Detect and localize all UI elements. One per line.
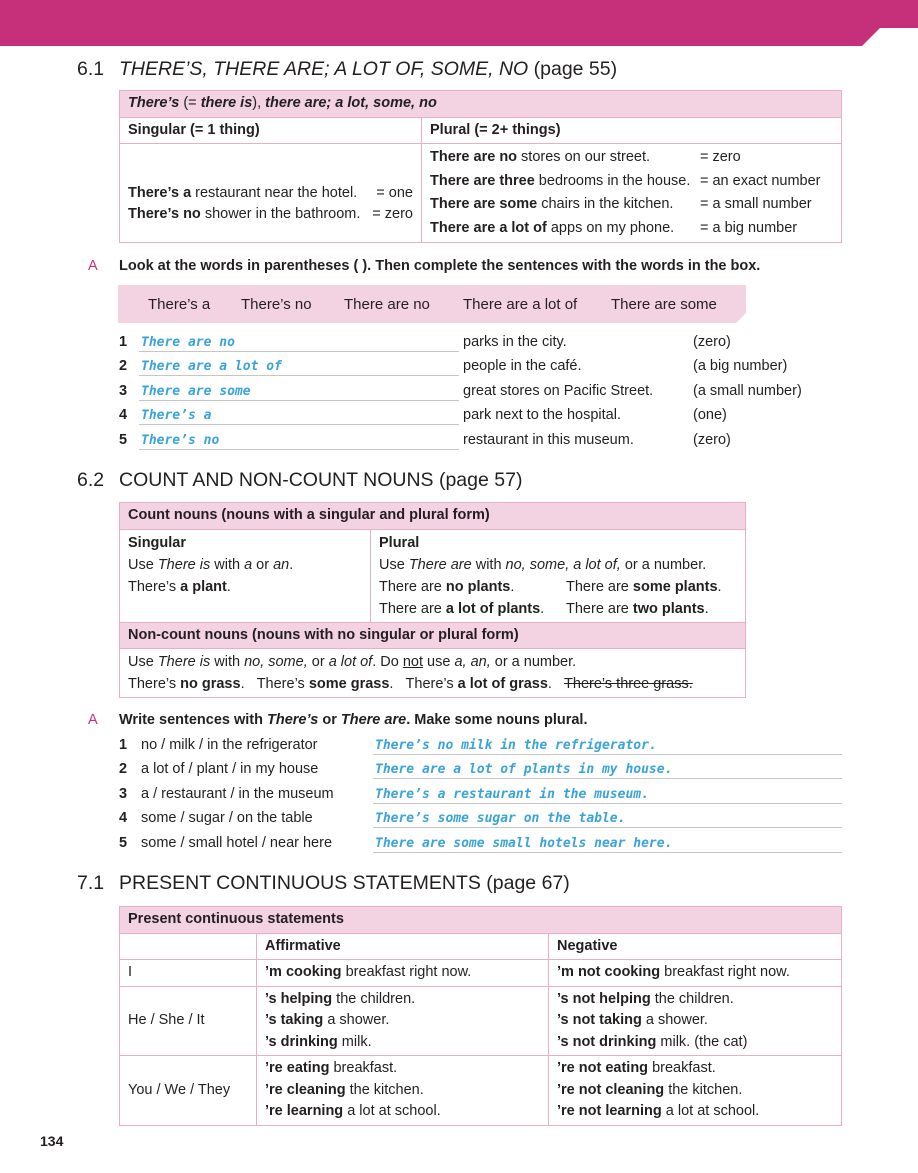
header-text: Non-count nouns (nouns with no singular or plural form) — [128, 626, 519, 643]
plural-example — [566, 576, 722, 598]
text-part: not — [402, 654, 424, 670]
section-number: 6.2 — [77, 469, 105, 491]
verb-rest: milk. (the cat) — [656, 1033, 748, 1050]
item-hint: (a big number) — [693, 358, 788, 374]
header-part: (= — [179, 95, 201, 111]
item-text: great stores on Pacific Street. — [463, 383, 654, 399]
negative-cell — [549, 960, 842, 987]
text-part: or — [318, 712, 341, 728]
text-part: There’s — [267, 712, 319, 728]
meaning: = an exact number — [700, 172, 821, 189]
verb-rest: the kitchen. — [664, 1081, 743, 1098]
text-part: or — [252, 556, 274, 573]
affirmative-cell — [257, 986, 549, 1056]
singular-row — [128, 204, 413, 226]
item-number: 1 — [119, 737, 128, 753]
phrase-text: restaurant near the hotel. — [191, 184, 358, 201]
item-number: 4 — [119, 810, 128, 826]
text-part: use — [423, 654, 455, 670]
header-part: there are; a lot, some, no — [265, 95, 437, 111]
text-part: . — [226, 578, 231, 595]
text-part: an — [273, 556, 290, 573]
text-part: Use — [128, 556, 158, 573]
banner-shape — [0, 0, 918, 46]
text-part: There’s — [256, 676, 309, 692]
verb-bold: ’s not drinking — [557, 1033, 657, 1050]
text-part: a — [244, 556, 253, 573]
header-part: There’s — [128, 95, 180, 111]
section-title: PRESENT CONTINUOUS STATEMENTS (page 67) — [119, 872, 570, 894]
word-box — [118, 285, 746, 323]
section-6-2-title — [77, 469, 522, 492]
list-item — [119, 334, 141, 350]
answer-text: There’s no milk in the refrigerator. — [375, 738, 657, 753]
section-title-page: (page 55) — [533, 58, 618, 80]
empty-cell — [120, 933, 257, 960]
text-part: with — [210, 654, 245, 670]
header-text: Count nouns (nouns with a singular and plural form) — [128, 507, 490, 523]
text-part: Use — [128, 654, 158, 670]
plural-row — [430, 217, 833, 241]
text-part: . — [540, 600, 545, 617]
noncount-line-1 — [128, 651, 737, 673]
verb-bold: ’re not eating — [557, 1060, 649, 1076]
item-prompt: some / sugar / on the table — [141, 810, 313, 826]
text-part: There’s — [405, 676, 458, 692]
subject-cell: I — [120, 960, 257, 987]
noncount-nouns-header — [120, 622, 746, 649]
verb-bold: ’re eating — [265, 1060, 330, 1076]
text-part: . Make some nouns plural. — [406, 712, 588, 728]
answer-line — [139, 424, 459, 425]
phrase-bold: There are some — [430, 196, 538, 212]
answer-line — [139, 375, 459, 376]
table-there-is-there-are — [119, 90, 842, 243]
item-number: 2 — [119, 761, 128, 777]
text-part: two plants — [632, 600, 705, 617]
list-item — [119, 786, 334, 802]
affirmative-cell — [257, 1056, 549, 1126]
meaning: = zero — [372, 206, 413, 222]
item-text: park next to the hospital. — [463, 407, 621, 423]
plural-example — [566, 598, 709, 620]
text-part: no, some, — [244, 654, 308, 670]
answer-text: There are some — [141, 384, 251, 399]
verb-rest: the children. — [650, 990, 734, 1007]
phrase-text: chairs in the kitchen. — [537, 196, 674, 212]
exercise-letter: A — [88, 258, 98, 274]
noncount-cell — [120, 649, 746, 698]
text-part: no plants — [445, 578, 511, 595]
plural-cell — [422, 144, 842, 243]
verb-bold: ’re cleaning — [265, 1081, 346, 1098]
plural-row — [430, 170, 833, 194]
text-part: Use — [379, 556, 409, 573]
plural-line-3 — [379, 598, 737, 620]
phrase-text: shower in the bathroom. — [200, 206, 361, 222]
text-part: a lot of plants — [445, 600, 541, 617]
word-box-item: There’s a — [148, 296, 211, 313]
item-prompt: no / milk / in the refrigerator — [141, 737, 318, 753]
section-title-italic: THERE’S, THERE ARE; A LOT OF, SOME, NO — [119, 58, 529, 80]
answer-line — [373, 803, 842, 804]
col-label: Singular (= 1 thing) — [128, 121, 260, 138]
singular-heading: Singular — [128, 534, 187, 551]
singular-row — [128, 183, 413, 205]
text-part: . — [389, 676, 394, 692]
item-number: 5 — [119, 432, 128, 448]
answer-line — [139, 400, 459, 401]
plural-line-1 — [379, 554, 737, 576]
text-part: There’s — [128, 676, 181, 692]
item-text: people in the café. — [463, 358, 582, 374]
text-part: There is — [157, 654, 211, 670]
item-prompt: a lot of / plant / in my house — [141, 761, 319, 777]
word-box-item: There are no — [344, 296, 430, 313]
item-number: 3 — [119, 383, 128, 399]
verb-rest: a lot at school. — [343, 1103, 441, 1119]
section-6-1-title — [77, 58, 617, 81]
text-part: or — [307, 654, 329, 670]
col-singular-header — [120, 117, 422, 144]
verb-rest: a lot at school. — [661, 1103, 760, 1119]
text-part: some grass — [308, 676, 390, 692]
text-part: There are — [566, 600, 633, 617]
verb-rest: breakfast. — [648, 1060, 716, 1076]
col-plural-header — [422, 117, 842, 144]
text-part: with — [471, 556, 506, 573]
verb-rest: breakfast right now. — [660, 964, 790, 980]
item-hint: (zero) — [693, 334, 731, 350]
verb-bold: ’m cooking — [265, 964, 342, 980]
text-part: . — [547, 676, 552, 692]
verb-rest: milk. — [337, 1033, 372, 1050]
verb-rest: the children. — [332, 990, 416, 1007]
verb-rest: breakfast right now. — [341, 964, 472, 980]
answer-text: There’s a — [141, 408, 212, 423]
text-part: or a number. — [620, 556, 707, 573]
text-part: a lot of grass — [457, 676, 548, 692]
col-label: Negative — [557, 937, 618, 954]
header-text: Present continuous statements — [128, 911, 344, 927]
section-number: 7.1 — [77, 872, 105, 894]
text-part: There are — [566, 578, 633, 595]
list-item — [119, 835, 332, 851]
meaning: = a small number — [700, 196, 812, 212]
singular-cell — [120, 144, 422, 243]
item-number: 2 — [119, 358, 128, 374]
verb-rest: breakfast. — [329, 1060, 398, 1076]
item-prompt: some / small hotel / near here — [141, 835, 333, 851]
col-affirmative-header — [257, 933, 549, 960]
strikethrough-text: There’s three grass. — [564, 676, 693, 692]
table-header — [120, 907, 842, 934]
negative-cell — [549, 1056, 842, 1126]
answer-text: There’s no — [141, 433, 220, 448]
verb-bold: ’s not taking — [557, 1012, 642, 1028]
col-label: Affirmative — [265, 937, 341, 954]
phrase-text: apps on my phone. — [546, 219, 675, 236]
table-header — [120, 91, 842, 118]
text-part: There are — [379, 600, 446, 617]
verb-bold: ’s taking — [265, 1012, 324, 1028]
section-number: 6.1 — [77, 58, 105, 80]
plural-row — [430, 193, 833, 217]
text-part: a, an, — [454, 654, 491, 670]
word-box-item: There are a lot of — [463, 296, 578, 313]
singular-cell — [120, 529, 371, 622]
text-part: . Do — [372, 654, 403, 670]
plural-row — [430, 146, 833, 170]
verb-bold: ’m not cooking — [557, 964, 661, 980]
answer-line — [373, 778, 842, 779]
plural-cell — [371, 529, 746, 622]
header-part: there is — [200, 95, 253, 111]
phrase-bold: There’s no — [128, 206, 201, 222]
item-number: 4 — [119, 407, 128, 423]
verb-rest: a shower. — [641, 1012, 708, 1028]
plural-example — [379, 579, 514, 595]
text-part: . — [510, 578, 515, 595]
negative-cell — [549, 986, 842, 1056]
text-part: There are — [379, 578, 446, 595]
instruction-text: Look at the words in parentheses ( ). Then complete the sentences with the words in the box. — [119, 258, 761, 274]
plural-heading: Plural — [379, 534, 420, 551]
subject-cell: You / We / They — [120, 1056, 257, 1126]
count-nouns-header — [120, 503, 746, 530]
phrase-bold: There are three — [430, 172, 535, 189]
table-row — [120, 986, 842, 1056]
answer-line — [373, 754, 842, 755]
text-part: There are — [408, 556, 472, 573]
answer-line — [373, 852, 842, 853]
meaning: = one — [376, 184, 413, 201]
text-part: or a number. — [490, 654, 577, 670]
answer-text: There are no — [141, 335, 235, 350]
list-item — [119, 810, 313, 826]
verb-bold: ’s not helping — [557, 990, 651, 1007]
item-text: parks in the city. — [463, 334, 567, 350]
table-count-noncount — [119, 502, 746, 698]
answer-text: There are a lot of — [141, 359, 282, 374]
affirmative-cell — [257, 960, 549, 987]
answer-line — [139, 351, 459, 352]
item-hint: (a small number) — [693, 383, 802, 399]
text-part: . — [717, 578, 722, 595]
page-number: 134 — [40, 1133, 64, 1149]
text-part: with — [210, 556, 245, 573]
plural-example — [379, 601, 544, 617]
phrase-bold: There are a lot of — [430, 219, 547, 236]
verb-bold: ’re not learning — [557, 1103, 662, 1119]
col-negative-header — [549, 933, 842, 960]
plural-line-2 — [379, 576, 737, 598]
list-item — [119, 358, 141, 374]
exercise-6-2-a-instruction — [88, 712, 587, 728]
subject-cell: He / She / It — [120, 986, 257, 1056]
text-part: There’s — [128, 578, 181, 595]
answer-line — [373, 827, 842, 828]
text-part: . — [289, 556, 294, 573]
answer-text: There’s some sugar on the table. — [375, 811, 626, 826]
answer-text: There’s a restaurant in the museum. — [375, 787, 649, 802]
phrase-bold: There’s a — [128, 184, 192, 201]
header-part: ), — [252, 95, 266, 111]
phrase-text: bedrooms in the house. — [534, 172, 691, 189]
text-part: no, some, a lot of, — [505, 556, 621, 573]
text-part: There is — [157, 556, 211, 573]
text-part: There are — [340, 712, 407, 728]
verb-bold: ’re learning — [265, 1103, 344, 1119]
verb-bold: ’s helping — [265, 990, 333, 1007]
item-number: 5 — [119, 835, 128, 851]
noncount-line-2 — [128, 673, 737, 695]
item-text: restaurant in this museum. — [463, 432, 634, 448]
text-part: a lot of — [328, 654, 373, 670]
item-prompt: a / restaurant / in the museum — [141, 786, 334, 802]
table-present-continuous — [119, 906, 842, 1126]
phrase-bold: There are no — [430, 149, 518, 165]
text-part: . — [240, 676, 245, 692]
section-7-1-title — [77, 872, 570, 895]
meaning: = a big number — [700, 219, 798, 236]
list-item — [119, 383, 141, 399]
answer-line — [139, 449, 459, 450]
word-box-item: There are some — [611, 296, 717, 313]
verb-rest: the kitchen. — [345, 1081, 424, 1098]
list-item — [119, 737, 318, 753]
col-label: Plural (= 2+ things) — [430, 121, 561, 138]
text-part: Write sentences with — [119, 712, 267, 728]
text-part: some plants — [632, 578, 718, 595]
top-banner — [0, 0, 918, 46]
answer-text: There are a lot of plants in my house. — [375, 762, 673, 777]
answer-text: There are some small hotels near here. — [375, 836, 673, 851]
singular-line-2 — [128, 576, 362, 598]
meaning: = zero — [700, 149, 741, 165]
word-box-item: There’s no — [241, 296, 312, 313]
verb-bold: ’re not cleaning — [557, 1081, 665, 1098]
text-part: . — [704, 600, 709, 617]
phrase-text: stores on our street. — [517, 149, 651, 165]
verb-rest: a shower. — [323, 1012, 390, 1028]
table-row — [120, 1056, 842, 1126]
list-item — [119, 761, 318, 777]
list-item — [119, 432, 141, 448]
list-item — [119, 407, 141, 423]
item-hint: (one) — [693, 407, 727, 423]
text-part: no grass — [180, 676, 241, 692]
section-title: COUNT AND NON-COUNT NOUNS (page 57) — [119, 469, 523, 491]
text-part: a plant — [180, 578, 227, 595]
exercise-6-1-a-instruction — [88, 258, 760, 274]
item-hint: (zero) — [693, 432, 731, 448]
exercise-letter: A — [88, 712, 98, 728]
item-number: 3 — [119, 786, 128, 802]
item-number: 1 — [119, 334, 128, 350]
table-row — [120, 960, 842, 987]
verb-bold: ’s drinking — [265, 1033, 338, 1050]
singular-line-1 — [128, 554, 362, 576]
